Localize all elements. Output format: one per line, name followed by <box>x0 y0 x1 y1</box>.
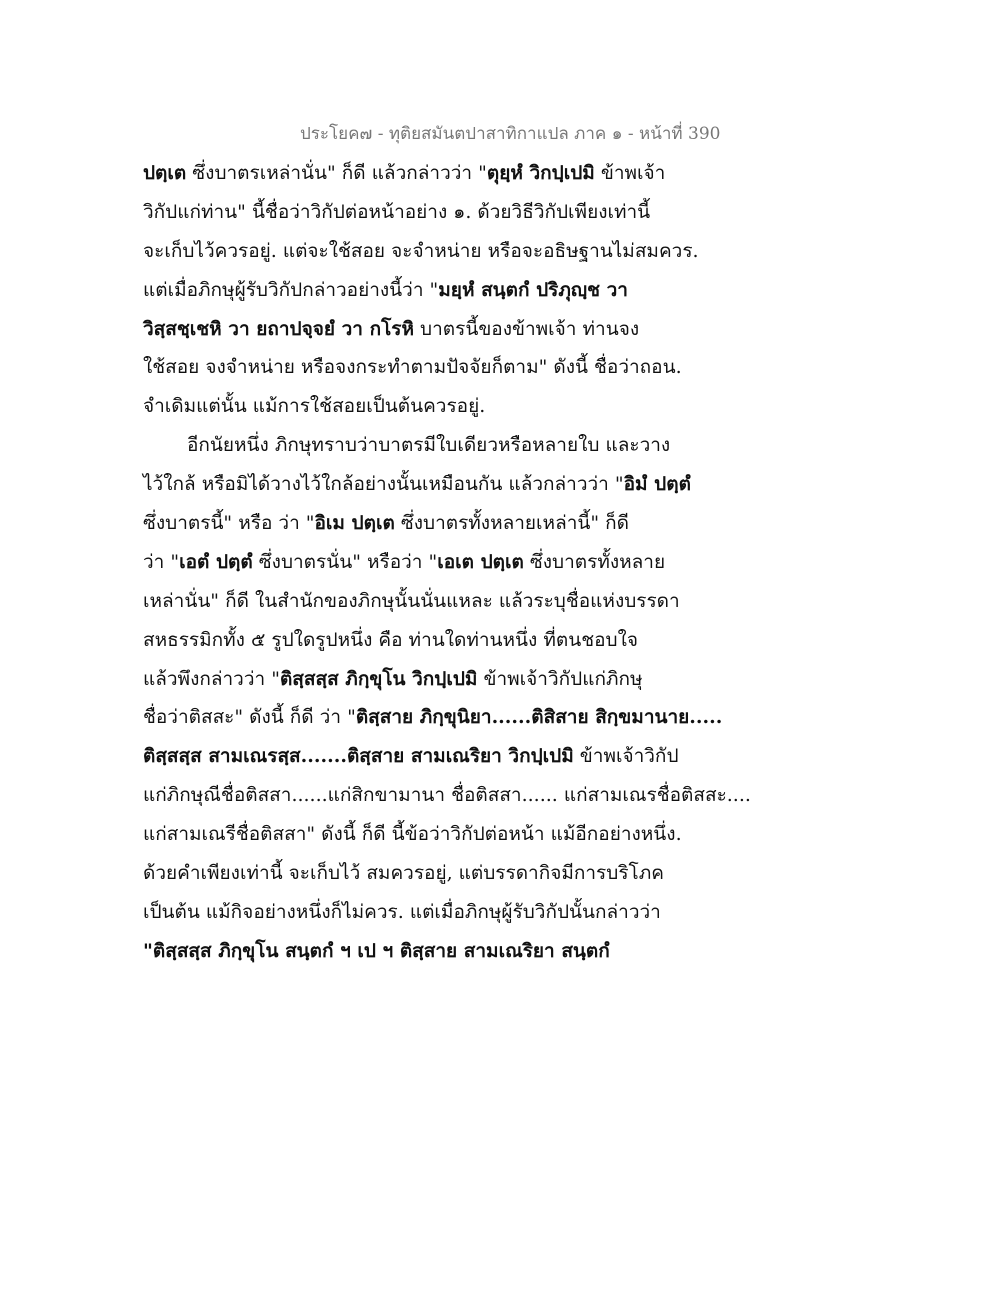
thai-text: ใช้สอย จงจำหน่าย หรือจงกระทำตามปัจจัยก็ตาม" ดังนี้ ชื่อว่าถอน. <box>143 356 682 379</box>
pali-text: ตุยฺหํ วิกปฺเปมิ <box>486 162 595 184</box>
thai-text: แล้วพึงกล่าวว่า " <box>143 667 280 690</box>
thai-text: สหธรรมิกทั้ง ๕ รูปใดรูปหนึ่ง คือ ท่านใดท่านหนึ่ง ที่ตนชอบใจ <box>143 628 638 651</box>
text-line <box>143 543 743 582</box>
thai-text: ซึ่งบาตรเหล่านั่น" ก็ดี แล้วกล่าวว่า " <box>186 162 487 184</box>
thai-text: ด้วยคำเพียงเท่านี้ จะเก็บไว้ สมควรอยู่, แต่บรรดากิจมีการบริโภค <box>143 862 664 885</box>
text-line <box>143 310 743 349</box>
body-text <box>143 154 751 971</box>
pali-text: เอเต ปตฺเต <box>437 550 524 573</box>
text-line <box>143 232 743 271</box>
thai-text: อีกนัยหนึ่ง ภิกษุทราบว่าบาตรมีใบเดียวหรือหลายใบ และวาง <box>187 434 671 457</box>
text-line <box>143 737 743 776</box>
thai-text: ข้าพเจ้า <box>594 162 666 184</box>
thai-text: วิกัปแก่ท่าน" นี้ชื่อว่าวิกัปต่อหน้าอย่าง ๑. ด้วยวิธีวิกัปเพียงเท่านี้ <box>143 200 651 223</box>
page-header: ประโยค๗ - ทุติยสมันตปาสาทิกาแปล ภาค ๑ - หน้าที่ 390 <box>300 124 721 144</box>
text-line <box>143 698 743 737</box>
text-line <box>143 271 743 310</box>
thai-text: แก่สามเณรีชื่อติสสา" ดังนี้ ก็ดี นี้ข้อว่าวิกัปต่อหน้า แม้อีกอย่างหนึ่ง. <box>143 823 682 846</box>
text-line <box>143 582 743 621</box>
thai-text: จะเก็บไว้ควรอยู่. แต่จะใช้สอย จะจำหน่าย หรือจะอธิษฐานไม่สมควร. <box>143 239 699 262</box>
thai-text: ซึ่งบาตรนั่น" หรือว่า " <box>252 550 438 573</box>
thai-text: ว่า " <box>143 550 180 573</box>
pali-text: อิมํ ปตฺตํ <box>623 473 691 496</box>
pali-text: "ติสฺสสฺส ภิกฺขุโน สนฺตกํ ฯ เป ฯ ติสฺสาย สามเณริยา สนฺตกํ <box>143 939 610 962</box>
text-line <box>143 348 743 387</box>
text-line <box>143 660 743 699</box>
pali-text: เอตํ ปตฺตํ <box>179 550 253 573</box>
text-line <box>143 193 743 232</box>
text-line <box>143 893 743 932</box>
pali-text: ติสฺสสฺส สามเณรสฺส.......ติสฺสาย สามเณริยา วิกปฺเปมิ <box>143 745 574 768</box>
thai-text: เหล่านั่น" ก็ดี ในสำนักของภิกษุนั้นนั่นแหละ แล้วระบุชื่อแห่งบรรดา <box>143 589 680 612</box>
text-line <box>143 776 751 815</box>
pali-text: ติสฺสาย ภิกฺขุนิยา......ติสิสาย สิกฺขมานาย..... <box>355 706 723 729</box>
thai-text: ข้าพเจ้าวิกัป <box>573 745 679 768</box>
thai-text: จำเดิมแต่นั้น แม้การใช้สอยเป็นต้นควรอยู่. <box>143 395 486 418</box>
text-line <box>143 465 743 504</box>
text-line <box>143 426 743 465</box>
pali-text: อิเม ปตฺเต <box>314 512 395 535</box>
pali-text: ติสฺสสฺส ภิกฺขุโน วิกปฺเปมิ <box>279 667 478 690</box>
thai-text: ซึ่งบาตรทั้งหลาย <box>523 550 666 573</box>
text-line <box>143 854 743 893</box>
thai-text: ซึ่งบาตรทั้งหลายเหล่านี้" ก็ดี <box>394 512 629 535</box>
thai-text: แก่ภิกษุณีชื่อติสสา......แก่สิกขามานา ชื่อติสสา...... แก่สามเณรชื่อติสสะ.... <box>143 784 751 807</box>
text-line <box>143 154 743 193</box>
text-line <box>143 504 743 543</box>
thai-text: เป็นต้น แม้กิจอย่างหนึ่งก็ไม่ควร. แต่เมื่อภิกษุผู้รับวิกัปนั้นกล่าวว่า <box>143 900 661 923</box>
thai-text: ซึ่งบาตรนี้" หรือ ว่า " <box>143 512 315 535</box>
text-line <box>143 621 743 660</box>
pali-text: ปตฺเต <box>143 162 187 184</box>
text-line <box>143 932 743 971</box>
thai-text: แต่เมื่อภิกษุผู้รับวิกัปกล่าวอย่างนี้ว่า " <box>143 278 439 301</box>
thai-text: ไว้ใกล้ หรือมิได้วางไว้ใกล้อย่างนั้นเหมือนกัน แล้วกล่าวว่า " <box>143 473 624 496</box>
text-line <box>143 387 743 426</box>
text-line <box>143 815 743 854</box>
pali-text: วิสฺสชฺเชหิ วา ยถาปจฺจยํ วา กโรหิ <box>143 317 415 340</box>
thai-text: ชื่อว่าติสสะ" ดังนี้ ก็ดี ว่า " <box>143 706 356 729</box>
pali-text: มยฺหํ สนฺตกํ ปริภุญฺช วา <box>438 278 628 301</box>
thai-text: ข้าพเจ้าวิกัปแก่ภิกษุ <box>477 667 643 690</box>
thai-text: บาตรนี้ของข้าพเจ้า ท่านจง <box>414 317 640 340</box>
